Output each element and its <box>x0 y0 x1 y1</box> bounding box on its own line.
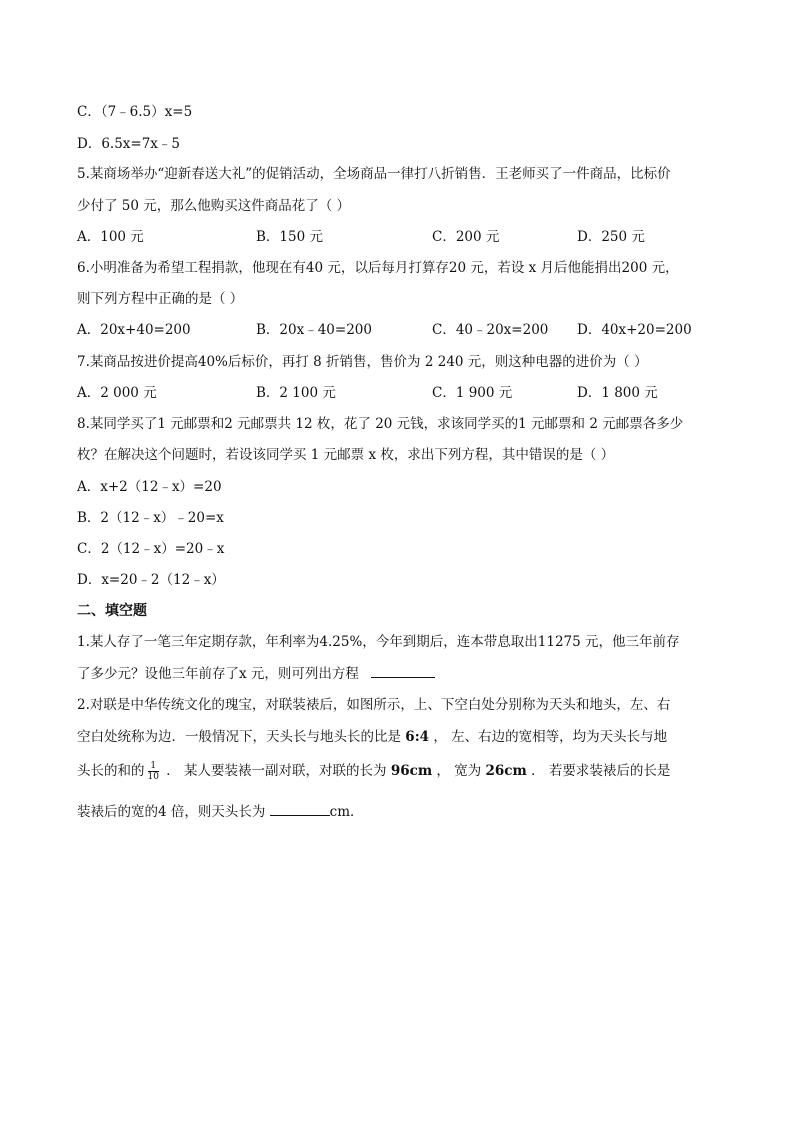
fill2-text-3a: 头长的和的 <box>77 763 145 779</box>
fill1-question-line1: 1.某人存了一笔三年定期存款，年利率为4.25%，今年到期后，连本带息取出11275 元，他三年前存 <box>77 634 680 650</box>
fill2-answer-blank[interactable] <box>270 801 330 816</box>
fill2-length: 96cm <box>390 763 433 779</box>
q6-option-a: A．20x+40=200 <box>77 322 191 338</box>
q8-question-line1: 8.某同学买了1 元邮票和2 元邮票共 12 枚，花了 20 元钱，求该同学买的1 元邮票和 2 元邮票各多少 <box>77 416 684 432</box>
fraction-numerator: 1 <box>148 761 159 772</box>
q8-option-a: A．x+2（12﹣x）=20 <box>77 479 222 495</box>
fill2-text-2b: ， 左、右边的宽相等，均为天头长与地 <box>429 729 668 745</box>
q5-option-b: B．150 元 <box>256 229 323 245</box>
q7-question-line1: 7.某商品按进价提高40%后标价，再打 8 折销售，售价为 2 240 元，则这种电器的进价为（ ） <box>77 354 648 370</box>
fill2-question-line4 <box>77 801 364 822</box>
fill2-question-line3 <box>77 761 670 782</box>
q5-question-line2: 少付了 50 元，那么他购买这件商品花了（ ） <box>77 198 351 214</box>
q7-option-c: C．1 900 元 <box>432 385 513 401</box>
fill2-text-3b: ． 某人要装裱一副对联，对联的长为 <box>161 763 391 779</box>
q7-option-b: B．2 100 元 <box>256 385 336 401</box>
q6-question-line1: 6.小明准备为希望工程捐款，他现在有40 元，以后每月打算存20 元，若设 x 月后他能捐出200 元， <box>77 260 679 276</box>
fraction-one-tenth <box>148 761 159 782</box>
fill2-text-4b: cm． <box>329 804 364 820</box>
q5-question-line1: 5.某商场举办“迎新春送大礼”的促销活动，全场商品一律打八折销售．王老师买了一件商品，比标价 <box>77 166 671 182</box>
q6-option-c: C．40﹣20x=200 <box>432 322 549 338</box>
fill2-question-line1: 2.对联是中华传统文化的瑰宝，对联装裱后，如图所示，上、下空白处分别称为天头和地头，左、右 <box>77 697 671 713</box>
q5-option-d: D．250 元 <box>577 229 645 245</box>
section-heading-fill-in: 二、填空题 <box>77 603 147 619</box>
fill2-width: 26cm <box>485 763 527 779</box>
fill2-ratio: 6:4 <box>405 729 430 745</box>
q8-option-d: D．x=20﹣2（12﹣x） <box>77 572 225 588</box>
fill2-text-4a: 装裱后的宽的4 倍，则天头长为 <box>77 804 270 820</box>
fill2-text-2a: 空白处统称为边．一般情况下，天头长与地头长的比是 <box>77 729 406 745</box>
q4-option-c: C．（7﹣6.5）x=5 <box>77 104 193 120</box>
fill2-text-3c: ， 宽为 <box>432 763 486 779</box>
fraction-denominator: 10 <box>147 772 159 782</box>
fill1-question-line2 <box>77 663 435 684</box>
q6-option-b: B．20x﹣40=200 <box>256 322 372 338</box>
q5-option-c: C．200 元 <box>432 229 500 245</box>
q4-option-d: D．6.5x=7x﹣5 <box>77 136 181 152</box>
fill2-text-3d: ． 若要求装裱后的长是 <box>526 763 671 779</box>
q7-option-d: D．1 800 元 <box>577 385 658 401</box>
q8-option-b: B．2（12﹣x）﹣20=x <box>77 510 224 526</box>
fill1-question-text: 了多少元？设他三年前存了x 元，则可列出方程 <box>77 666 359 682</box>
q6-question-line2: 则下列方程中正确的是（ ） <box>77 291 244 307</box>
q8-option-c: C．2（12﹣x）=20﹣x <box>77 541 225 557</box>
fill2-question-line2 <box>77 727 667 747</box>
q5-option-a: A．100 元 <box>77 229 144 245</box>
q8-question-line2: 枚？在解决这个问题时，若设该同学买 1 元邮票 x 枚，求出下列方程，其中错误的是（ ） <box>77 447 615 463</box>
fill1-answer-blank[interactable] <box>371 663 435 678</box>
q7-option-a: A．2 000 元 <box>77 385 157 401</box>
q6-option-d: D．40x+20=200 <box>577 322 692 338</box>
